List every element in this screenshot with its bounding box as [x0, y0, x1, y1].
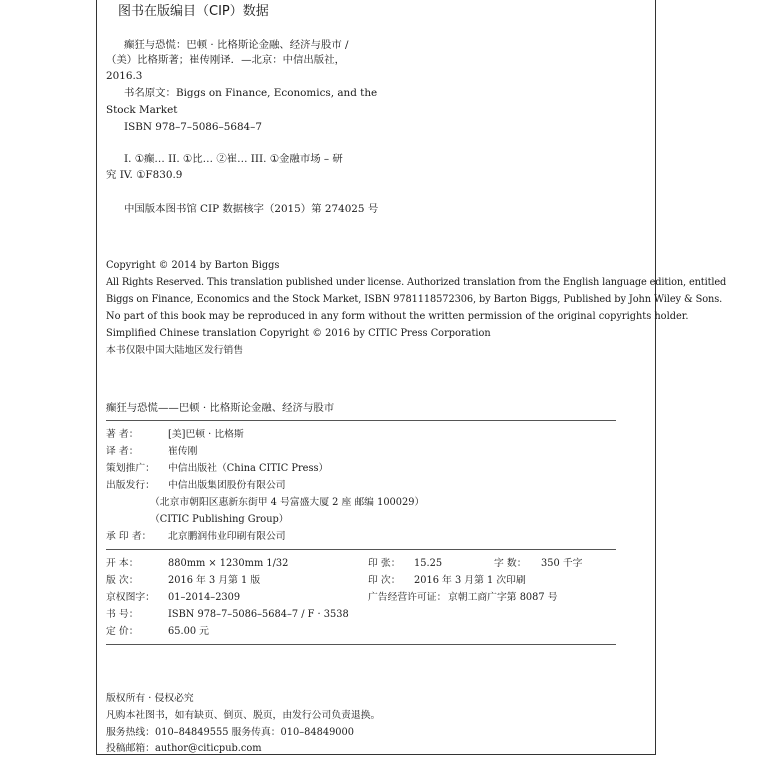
contract-value: 01–2014–2309 — [168, 592, 241, 603]
cip-line-3: 2016.3 — [106, 70, 143, 82]
contract-label: 京权图字： — [106, 592, 155, 603]
edition-label: 版 次： — [106, 575, 139, 586]
footer-rights: 版权所有 · 侵权必究 — [106, 693, 194, 704]
printing-label: 印 次： — [368, 575, 401, 586]
copyright-line-2: All Rights Reserved. This translation published under license. Authorized translation from the English language edition, entitled — [106, 277, 727, 288]
publisher-label: 出版发行： — [106, 480, 155, 491]
author-label: 著 者： — [106, 429, 139, 440]
price-value: 65.00 元 — [168, 626, 209, 637]
words-label: 字 数： — [494, 558, 527, 569]
sheets-label: 印 张： — [368, 558, 401, 569]
license-label: 广告经营许可证： — [368, 592, 447, 603]
price-label: 定 价： — [106, 626, 139, 637]
footer-return-policy: 凡购本社图书，如有缺页、倒页、脱页，由发行公司负责退换。 — [106, 710, 381, 721]
publisher-address: （北京市朝阳区惠新东街甲 4 号富盛大厦 2 座 邮编 100029） — [150, 497, 425, 508]
author-value: [美]巴顿 · 比格斯 — [168, 429, 244, 440]
printing-value: 2016 年 3 月第 1 次印刷 — [414, 575, 526, 586]
divider-bottom — [106, 644, 616, 645]
publisher-english-name: （CITIC Publishing Group） — [150, 514, 289, 525]
format-value: 880mm × 1230mm 1/32 — [168, 558, 289, 569]
printer-value: 北京鹏润伟业印刷有限公司 — [168, 531, 286, 542]
cip-line-1: 癫狂与恐慌：巴顿 · 比格斯论金融、经济与股市 / — [124, 39, 349, 51]
license-value: 京朝工商广字第 8087 号 — [448, 592, 558, 603]
divider-middle — [106, 549, 616, 550]
page-frame — [96, 0, 656, 755]
translator-value: 崔传刚 — [168, 446, 198, 457]
copyright-line-6: 本书仅限中国大陆地区发行销售 — [106, 345, 244, 356]
copyright-line-5: Simplified Chinese translation Copyright © 2016 by CITIC Press Corporation — [106, 328, 491, 339]
copyright-line-3: Biggs on Finance, Economics and the Stock Market, ISBN 9781118572306, by Barton Biggs, Published by John Wiley & Sons. — [106, 294, 723, 305]
copyright-line-4: No part of this book may be reproduced in any form without the written permission of the original copyrights holder. — [106, 311, 689, 322]
cip-line-8: 究 IV. ①F830.9 — [106, 169, 183, 181]
planner-label: 策划推广： — [106, 463, 155, 474]
publisher-value: 中信出版集团股份有限公司 — [168, 480, 286, 491]
translator-label: 译 者： — [106, 446, 139, 457]
planner-value: 中信出版社（China CITIC Press） — [168, 463, 329, 474]
edition-value: 2016 年 3 月第 1 版 — [168, 575, 261, 586]
divider-top — [106, 420, 616, 421]
format-label: 开 本： — [106, 558, 139, 569]
words-value: 350 千字 — [541, 558, 583, 569]
cip-line-5: Stock Market — [106, 104, 178, 116]
isbn-value: ISBN 978–7–5086–5684–7 / F · 3538 — [168, 609, 349, 620]
printer-label: 承 印 者： — [106, 531, 152, 542]
book-title: 癫狂与恐慌——巴顿 · 比格斯论金融、经济与股市 — [106, 402, 335, 414]
copyright-line-1: Copyright © 2014 by Barton Biggs — [106, 260, 280, 271]
sheets-value: 15.25 — [414, 558, 443, 569]
cip-record-number: 中国版本图书馆 CIP 数据核字（2015）第 274025 号 — [124, 203, 379, 215]
cip-line-2: （美）比格斯著；崔传刚译．—北京：中信出版社， — [106, 54, 345, 66]
cip-line-7: I. ①癫… II. ①比… ②崔… III. ①金融市场 – 研 — [124, 153, 343, 165]
footer-submission-email: 投稿邮箱：author@citicpub.com — [106, 743, 262, 754]
cip-isbn: ISBN 978–7–5086–5684–7 — [124, 121, 262, 133]
cip-header: 图书在版编目（CIP）数据 — [118, 4, 269, 19]
isbn-label: 书 号： — [106, 609, 139, 620]
footer-service-phone: 服务热线：010–84849555 服务传真：010–84849000 — [106, 727, 355, 738]
cip-line-4: 书名原文：Biggs on Finance, Economics, and the — [124, 87, 378, 99]
